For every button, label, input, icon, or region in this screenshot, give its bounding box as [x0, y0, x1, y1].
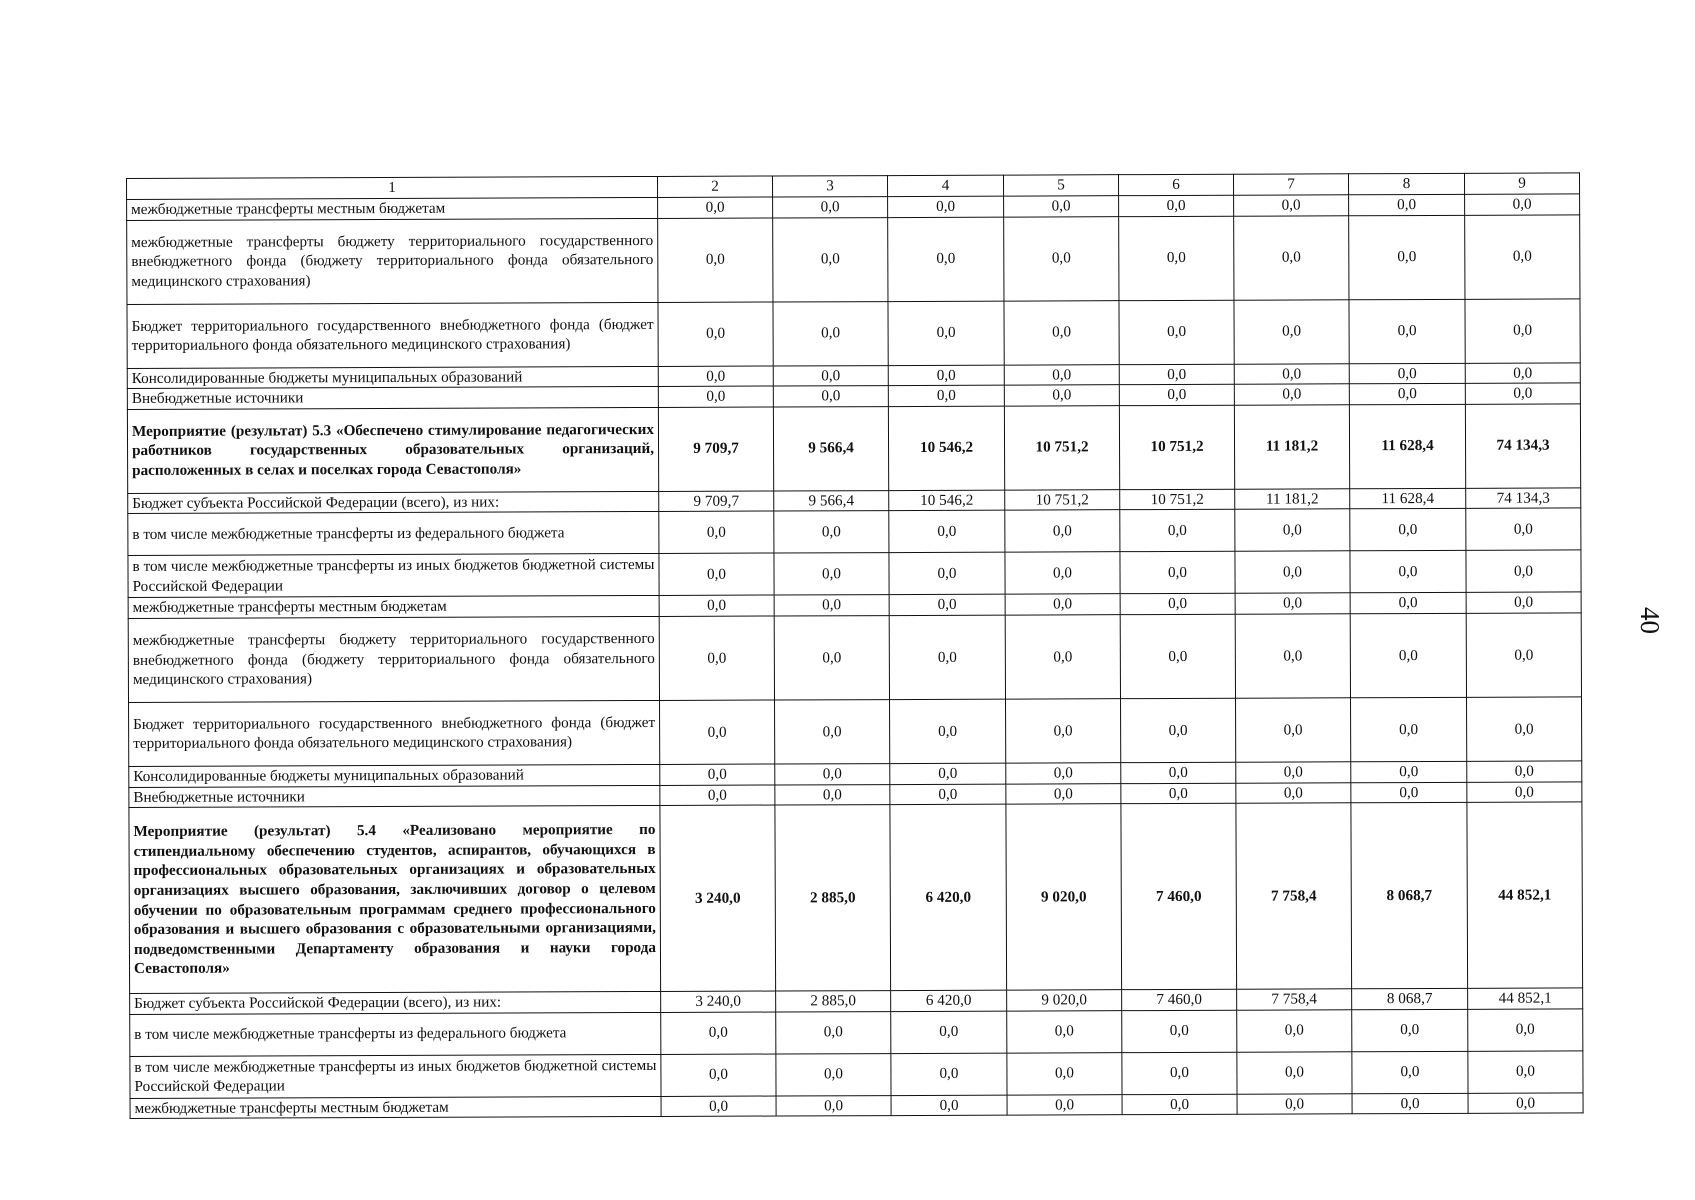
cell-value: 0,0 — [1352, 1093, 1468, 1114]
cell-value: 11 181,2 — [1235, 489, 1350, 510]
row-label: межбюджетные трансферты местным бюджетам — [127, 197, 658, 220]
cell-value: 9 566,4 — [774, 490, 889, 511]
row-label: межбюджетные трансферты бюджету территориального государственного внебюджетного фонда (бюджету территориального фонда обязательного медицинского страхования) — [128, 616, 659, 702]
cell-value: 7 460,0 — [1122, 989, 1237, 1010]
cell-value: 3 240,0 — [661, 991, 776, 1012]
cell-value: 0,0 — [1235, 509, 1350, 551]
cell-value: 0,0 — [659, 553, 774, 595]
table-row — [128, 508, 1581, 556]
cell-value: 0,0 — [1349, 384, 1465, 405]
cell-value: 7 758,4 — [1236, 803, 1352, 989]
cell-value: 10 751,2 — [1120, 489, 1235, 510]
cell-value: 10 546,2 — [889, 490, 1005, 511]
cell-value: 0,0 — [1468, 1093, 1583, 1114]
cell-value: 8 068,7 — [1352, 989, 1468, 1010]
cell-value: 7 460,0 — [1121, 803, 1237, 989]
cell-value: 11 628,4 — [1349, 404, 1465, 488]
cell-value: 0,0 — [773, 197, 888, 218]
cell-value: 0,0 — [1350, 613, 1466, 697]
cell-value: 0,0 — [1006, 699, 1121, 763]
table-row — [128, 550, 1581, 598]
cell-value: 0,0 — [1005, 510, 1120, 552]
cell-value: 0,0 — [1466, 508, 1581, 550]
cell-value: 0,0 — [1004, 196, 1119, 217]
cell-value: 0,0 — [1350, 509, 1466, 551]
cell-value: 74 134,3 — [1465, 404, 1580, 488]
row-label: Бюджет территориального государственного внебюджетного фонда (бюджет территориального фонда обязательного медицинского страхования) — [129, 700, 660, 766]
cell-value: 0,0 — [661, 1096, 776, 1117]
cell-value: 0,0 — [1465, 383, 1580, 404]
cell-value: 3 240,0 — [660, 805, 776, 991]
cell-value: 0,0 — [661, 1012, 776, 1054]
cell-value: 0,0 — [659, 511, 774, 553]
row-label: Консолидированные бюджеты муниципальных образований — [127, 366, 658, 389]
cell-value: 0,0 — [774, 553, 889, 595]
cell-value: 0,0 — [1235, 614, 1350, 698]
table-row — [130, 1093, 1583, 1119]
cell-value: 0,0 — [1119, 216, 1234, 300]
table-row — [130, 1051, 1583, 1099]
row-label: Мероприятие (результат) 5.4 «Реализовано мероприятие по стипендиальному обеспечению студентов, аспирантов, обучающихся в профессиональных образовательных организациях и образовательных организациях высшего образования, заключивших договор о целевом обучении по образовательным программам среднего профессионального образования и высшего образования с образовательными организациями, подведомственными Департаменту образования и науки города Севастополя» — [129, 806, 661, 994]
cell-value: 0,0 — [1119, 364, 1234, 385]
cell-value: 0,0 — [1119, 300, 1234, 364]
cell-value: 0,0 — [1237, 1010, 1352, 1052]
row-label: межбюджетные трансферты местным бюджетам — [128, 596, 659, 619]
cell-value: 0,0 — [1351, 761, 1467, 782]
cell-value: 0,0 — [1465, 363, 1580, 384]
cell-value: 0,0 — [1350, 593, 1466, 614]
cell-value: 0,0 — [1351, 697, 1467, 761]
column-header: 2 — [657, 176, 772, 197]
cell-value: 0,0 — [1465, 215, 1580, 299]
cell-value: 0,0 — [776, 1095, 891, 1116]
cell-value: 44 852,1 — [1468, 988, 1583, 1009]
row-label: в том числе межбюджетные трансферты из федерального бюджета — [128, 512, 659, 556]
cell-value: 0,0 — [659, 595, 774, 616]
column-header: 1 — [127, 176, 658, 199]
cell-value: 0,0 — [1235, 551, 1350, 593]
cell-value: 0,0 — [1235, 593, 1350, 614]
cell-value: 0,0 — [1465, 194, 1580, 215]
column-header: 8 — [1348, 173, 1464, 194]
cell-value: 0,0 — [1234, 299, 1349, 363]
cell-value: 0,0 — [1004, 216, 1119, 300]
cell-value: 0,0 — [1352, 1009, 1468, 1051]
cell-value: 0,0 — [1352, 1051, 1468, 1093]
cell-value: 0,0 — [1236, 698, 1351, 762]
cell-value: 11 181,2 — [1234, 405, 1349, 489]
cell-value: 9 709,7 — [659, 491, 774, 512]
cell-value: 10 751,2 — [1119, 405, 1234, 489]
cell-value: 0,0 — [1119, 384, 1234, 405]
cell-value: 2 885,0 — [775, 805, 891, 991]
cell-value: 11 628,4 — [1350, 488, 1466, 509]
cell-value: 0,0 — [660, 764, 775, 785]
cell-value: 0,0 — [773, 217, 888, 301]
cell-value: 0,0 — [776, 1011, 891, 1053]
cell-value: 6 420,0 — [890, 804, 1007, 990]
row-label: Консолидированные бюджеты муниципальных образований — [129, 764, 660, 787]
cell-value: 0,0 — [889, 553, 1005, 595]
cell-value: 0,0 — [1122, 1052, 1237, 1094]
cell-value: 0,0 — [658, 386, 773, 407]
table-row — [127, 299, 1580, 369]
cell-value: 0,0 — [1120, 614, 1235, 698]
cell-value: 0,0 — [890, 784, 1006, 805]
cell-value: 0,0 — [773, 365, 888, 386]
cell-value: 0,0 — [888, 217, 1004, 301]
cell-value: 0,0 — [659, 616, 774, 700]
cell-value: 0,0 — [1007, 1094, 1122, 1115]
cell-value: 8 068,7 — [1351, 803, 1468, 989]
cell-value: 0,0 — [660, 785, 775, 806]
cell-value: 0,0 — [1121, 783, 1236, 804]
cell-value: 0,0 — [658, 197, 773, 218]
cell-value: 0,0 — [1466, 592, 1581, 613]
cell-value: 0,0 — [1349, 299, 1465, 363]
column-header: 7 — [1233, 174, 1348, 195]
row-label: Мероприятие (результат) 5.3 «Обеспечено стимулирование педагогических работников государственных образовательных организаций, расположенных в селах и поселках города Севастополя» — [127, 407, 658, 493]
column-header: 4 — [887, 175, 1003, 196]
cell-value: 74 134,3 — [1466, 488, 1581, 509]
cell-value: 0,0 — [774, 595, 889, 616]
cell-value: 0,0 — [1119, 195, 1234, 216]
cell-value: 0,0 — [658, 302, 773, 366]
cell-value: 0,0 — [890, 699, 1006, 763]
cell-value: 0,0 — [1467, 781, 1582, 802]
cell-value: 0,0 — [891, 1095, 1007, 1116]
cell-value: 0,0 — [1349, 363, 1465, 384]
cell-value: 0,0 — [1349, 215, 1465, 299]
cell-value: 0,0 — [891, 1053, 1007, 1095]
cell-value: 9 020,0 — [1006, 804, 1122, 990]
column-header: 5 — [1003, 175, 1118, 196]
cell-value: 0,0 — [1122, 1094, 1237, 1115]
cell-value: 7 758,4 — [1237, 989, 1352, 1010]
row-label: в том числе межбюджетные трансферты из федерального бюджета — [130, 1012, 661, 1056]
cell-value: 0,0 — [1465, 299, 1580, 363]
column-header: 9 — [1464, 173, 1579, 194]
cell-value: 0,0 — [1236, 762, 1351, 783]
cell-value: 0,0 — [1005, 552, 1120, 594]
cell-value: 0,0 — [1120, 594, 1235, 615]
cell-value: 0,0 — [1468, 1051, 1583, 1093]
cell-value: 6 420,0 — [891, 990, 1007, 1011]
cell-value: 0,0 — [1234, 363, 1349, 384]
cell-value: 0,0 — [1004, 364, 1119, 385]
cell-value: 0,0 — [1237, 1094, 1352, 1115]
cell-value: 10 751,2 — [1004, 405, 1119, 489]
cell-value: 0,0 — [775, 784, 890, 805]
table-row-measure — [127, 404, 1580, 494]
cell-value: 9 709,7 — [658, 407, 773, 491]
row-label: в том числе межбюджетные трансферты из иных бюджетов бюджетной системы Российской Федерации — [128, 554, 659, 598]
cell-value: 0,0 — [1005, 594, 1120, 615]
column-header: 6 — [1118, 174, 1233, 195]
cell-value: 10 751,2 — [1005, 489, 1120, 510]
table-row — [129, 697, 1582, 767]
cell-value: 10 546,2 — [888, 406, 1004, 490]
row-label: в том числе межбюджетные трансферты из иных бюджетов бюджетной системы Российской Федерации — [130, 1054, 661, 1098]
cell-value: 0,0 — [776, 1053, 891, 1095]
cell-value: 0,0 — [1004, 300, 1119, 364]
cell-value: 0,0 — [1121, 698, 1236, 762]
cell-value: 0,0 — [1005, 615, 1120, 699]
cell-value: 0,0 — [1120, 552, 1235, 594]
cell-value: 0,0 — [775, 764, 890, 785]
cell-value: 0,0 — [1351, 782, 1467, 803]
cell-value: 0,0 — [1350, 551, 1466, 593]
cell-value: 0,0 — [888, 301, 1004, 365]
cell-value: 0,0 — [891, 1011, 1007, 1053]
cell-value: 0,0 — [888, 365, 1004, 386]
cell-value: 2 885,0 — [776, 991, 891, 1012]
cell-value: 0,0 — [658, 366, 773, 387]
cell-value: 0,0 — [1467, 761, 1582, 782]
cell-value: 0,0 — [889, 615, 1005, 699]
cell-value: 0,0 — [1007, 1010, 1122, 1052]
row-label: Внебюджетные источники — [129, 785, 660, 808]
cell-value: 0,0 — [658, 218, 773, 302]
cell-value: 0,0 — [1467, 697, 1582, 761]
cell-value: 0,0 — [888, 385, 1004, 406]
cell-value: 0,0 — [775, 700, 890, 764]
cell-value: 0,0 — [1007, 1052, 1122, 1094]
cell-value: 0,0 — [1466, 613, 1581, 697]
cell-value: 0,0 — [1234, 195, 1349, 216]
cell-value: 0,0 — [1236, 782, 1351, 803]
row-label: Внебюджетные источники — [127, 387, 658, 410]
budget-table — [126, 172, 1584, 1119]
cell-value: 0,0 — [773, 386, 888, 407]
cell-value: 0,0 — [1006, 763, 1121, 784]
cell-value: 0,0 — [889, 511, 1005, 553]
cell-value: 0,0 — [1006, 783, 1121, 804]
table-row — [127, 215, 1580, 305]
cell-value: 0,0 — [1234, 384, 1349, 405]
cell-value: 0,0 — [774, 511, 889, 553]
row-label: межбюджетные трансферты бюджету территориального государственного внебюджетного фонда (бюджету территориального фонда обязательного медицинского страхования) — [127, 218, 658, 304]
cell-value: 0,0 — [1349, 194, 1465, 215]
cell-value: 0,0 — [1468, 1009, 1583, 1051]
cell-value: 0,0 — [1120, 510, 1235, 552]
row-label: Бюджет территориального государственного внебюджетного фонда (бюджет территориального фонда обязательного медицинского страхования) — [127, 302, 658, 368]
cell-value: 0,0 — [1122, 1010, 1237, 1052]
cell-value: 0,0 — [888, 196, 1004, 217]
row-label: Бюджет субъекта Российской Федерации (всего), из них: — [130, 992, 661, 1015]
cell-value: 0,0 — [889, 595, 1005, 616]
cell-value: 0,0 — [1237, 1052, 1352, 1094]
cell-value: 9 020,0 — [1007, 990, 1122, 1011]
table-row — [130, 1009, 1583, 1057]
cell-value: 0,0 — [1121, 762, 1236, 783]
row-label: межбюджетные трансферты местным бюджетам — [130, 1096, 661, 1119]
cell-value: 9 566,4 — [773, 406, 888, 490]
cell-value: 0,0 — [1466, 550, 1581, 592]
cell-value: 0,0 — [660, 700, 775, 764]
cell-value: 0,0 — [773, 301, 888, 365]
row-label: Бюджет субъекта Российской Федерации (всего), из них: — [128, 491, 659, 514]
column-header: 3 — [772, 176, 887, 197]
cell-value: 0,0 — [1234, 215, 1349, 299]
cell-value: 0,0 — [774, 616, 889, 700]
table-row-measure — [129, 802, 1583, 994]
cell-value: 0,0 — [661, 1054, 776, 1096]
table-row — [128, 613, 1581, 703]
page-number: 40 — [1635, 607, 1665, 634]
cell-value: 44 852,1 — [1467, 802, 1583, 988]
cell-value: 0,0 — [890, 763, 1006, 784]
cell-value: 0,0 — [1004, 385, 1119, 406]
